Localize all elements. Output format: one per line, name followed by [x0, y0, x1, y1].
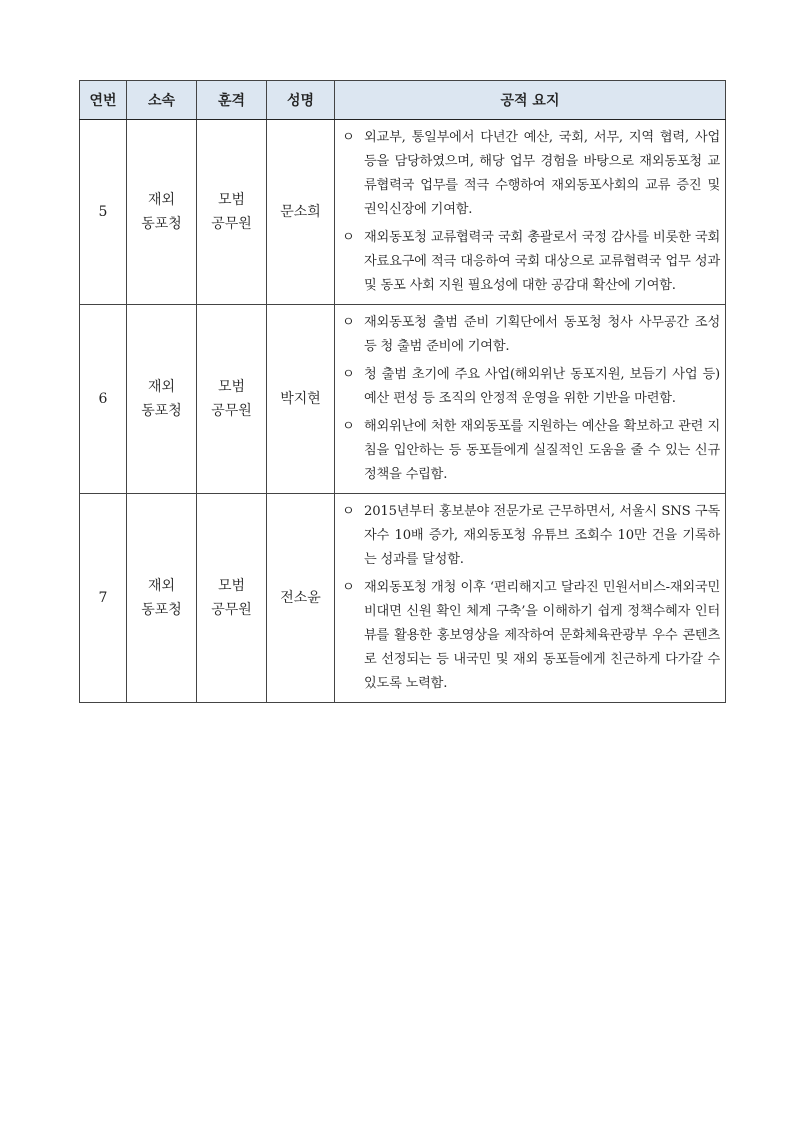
merit-text: 재외동포청 교류협력국 국회 총괄로서 국정 감사를 비롯한 국회 자료요구에 적극 대응하여 국회 대상으로 교류협력국 업무 성과 및 동포 사회 지원 필요성에 대한 공감대 확산에 기여함. [364, 230, 720, 293]
row-name: 문소희 [267, 120, 335, 305]
merit-text: 해외위난에 처한 재외동포를 지원하는 예산을 확보하고 관련 지침을 입안하는 등 동포들에게 실질적인 도움을 줄 수 있는 신규 정책을 수립함. [364, 419, 720, 482]
bullet-icon: ㅇ [342, 419, 355, 434]
row-affiliation [127, 305, 197, 494]
affiliation-line: 재외 [147, 379, 176, 395]
bullet-icon: ㅇ [342, 130, 355, 145]
merit-item [342, 126, 720, 222]
award-line: 모범 [217, 379, 246, 395]
table-row [80, 305, 726, 494]
merit-item [342, 226, 720, 298]
award-line: 공무원 [211, 216, 252, 232]
affiliation-line: 동포청 [141, 216, 182, 232]
row-no: 6 [80, 305, 127, 494]
table-row [80, 494, 726, 703]
table-row [80, 120, 726, 305]
merit-text: 재외동포청 개청 이후 ‘편리해지고 달라진 민원서비스-재외국민 비대면 신원 확인 체계 구축’을 이해하기 쉽게 정책수혜자 인터뷰를 활용한 홍보영상을 제작하여 문화체육관광부 우수 콘텐츠로 선정되는 등 내국민 및 재외 동포들에게 친근하게 다가갈 수 있도록 노력함. [364, 580, 720, 691]
header-row [80, 81, 726, 120]
bullet-icon: ㅇ [342, 230, 355, 245]
affiliation-line: 재외 [147, 578, 176, 594]
bullet-icon: ㅇ [342, 315, 355, 330]
row-affiliation [127, 494, 197, 703]
affiliation-line: 동포청 [141, 403, 182, 419]
award-line: 모범 [217, 578, 246, 594]
affiliation-line: 동포청 [141, 602, 182, 618]
header-award: 훈격 [197, 81, 267, 120]
row-award [197, 305, 267, 494]
row-merits [335, 120, 726, 305]
merit-text: 2015년부터 홍보분야 전문가로 근무하면서, 서울시 SNS 구독자수 10배 증가, 재외동포청 유튜브 조회수 10만 건을 기록하는 성과를 달성함. [364, 504, 720, 567]
header-merits: 공적 요지 [335, 81, 726, 120]
row-award [197, 494, 267, 703]
bullet-icon: ㅇ [342, 504, 355, 519]
row-merits [335, 494, 726, 703]
merit-item [342, 415, 720, 487]
merit-text: 외교부, 통일부에서 다년간 예산, 국회, 서무, 지역 협력, 사업 등을 담당하였으며, 해당 업무 경험을 바탕으로 재외동포청 교류협력국 업무를 적극 수행하여 재외동포사회의 교류 증진 및 권익신장에 기여함. [364, 130, 720, 217]
affiliation-line: 재외 [147, 192, 176, 208]
row-merits [335, 305, 726, 494]
merit-item [342, 311, 720, 359]
row-affiliation [127, 120, 197, 305]
row-award [197, 120, 267, 305]
bullet-icon: ㅇ [342, 367, 355, 382]
merit-item [342, 363, 720, 411]
row-no: 5 [80, 120, 127, 305]
award-line: 공무원 [211, 403, 252, 419]
header-name: 성명 [267, 81, 335, 120]
merit-table [79, 80, 726, 703]
row-no: 7 [80, 494, 127, 703]
merit-item [342, 500, 720, 572]
row-name: 전소윤 [267, 494, 335, 703]
header-affiliation: 소속 [127, 81, 197, 120]
award-line: 공무원 [211, 602, 252, 618]
header-no: 연번 [80, 81, 127, 120]
award-line: 모범 [217, 192, 246, 208]
merit-text: 청 출범 초기에 주요 사업(해외위난 동포지원, 보듬기 사업 등) 예산 편성 등 조직의 안정적 운영을 위한 기반을 마련함. [364, 367, 720, 406]
merit-text: 재외동포청 출범 준비 기획단에서 동포청 청사 사무공간 조성 등 청 출범 준비에 기여함. [364, 315, 720, 354]
merit-item [342, 576, 720, 696]
bullet-icon: ㅇ [342, 580, 355, 595]
row-name: 박지현 [267, 305, 335, 494]
